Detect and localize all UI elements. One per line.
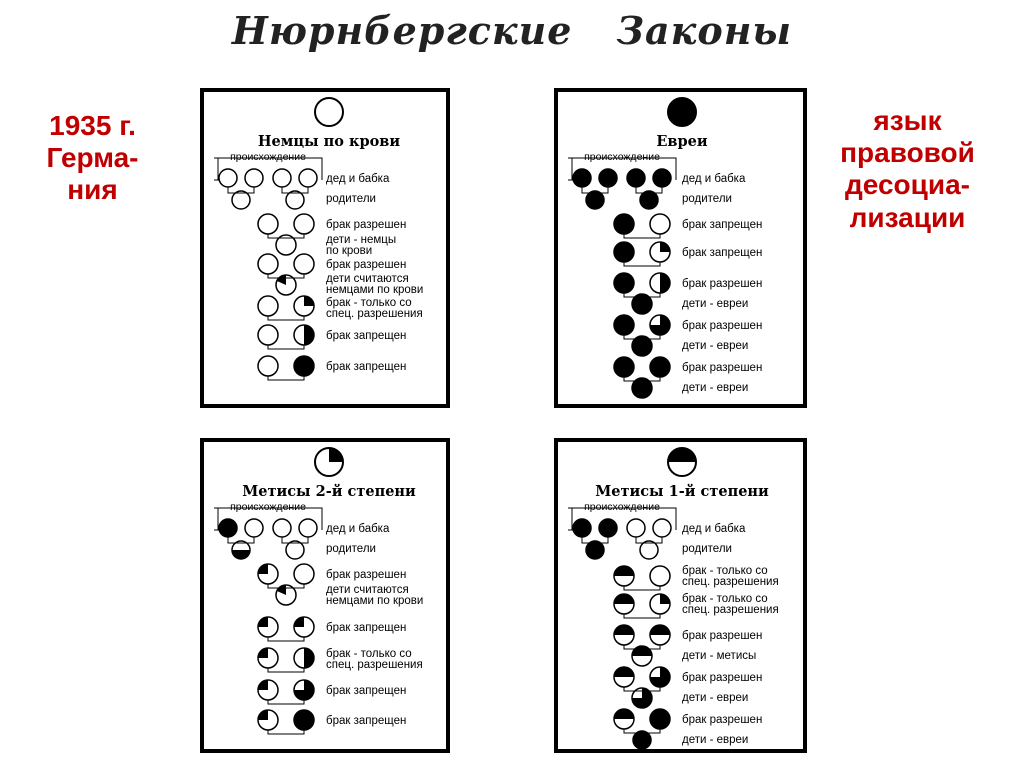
year-country-note xyxy=(20,110,165,207)
rule-text: брак запрещен xyxy=(326,622,407,634)
origin-label: происхождение xyxy=(584,151,660,163)
rule-text: брак разрешен xyxy=(682,714,763,726)
panel-title: Евреи xyxy=(656,133,708,150)
rule-text: брак разрешен xyxy=(326,569,407,581)
rule-text: дети считаются xyxy=(326,584,409,596)
grandparents-label: дед и бабка xyxy=(326,523,390,535)
note-line: ния xyxy=(67,174,118,206)
germans-diagram xyxy=(204,92,446,404)
rule-text: дети - евреи xyxy=(682,382,749,394)
panel-title: Метисы 2-й степени xyxy=(242,483,416,500)
grandparents-label: дед и бабка xyxy=(326,173,390,185)
panel-title: Немцы по крови xyxy=(257,133,401,150)
parents-label: родители xyxy=(682,543,732,555)
rule-text: дети - метисы xyxy=(682,650,757,662)
panel-mixed-first-degree xyxy=(554,438,807,753)
rule-text: немцами по крови xyxy=(326,284,424,296)
rule-text: брак - только со xyxy=(326,297,412,309)
panel-germans-by-blood xyxy=(200,88,450,408)
rule-text: брак запрещен xyxy=(682,247,763,259)
parents-label: родители xyxy=(326,193,376,205)
grandparents-label: дед и бабка xyxy=(682,173,746,185)
parents-label: родители xyxy=(326,543,376,555)
mixed-second-diagram xyxy=(204,442,446,749)
rule-text: брак разрешен xyxy=(326,259,407,271)
rule-text: брак разрешен xyxy=(682,672,763,684)
mixed-first-diagram xyxy=(558,442,803,749)
parents-label: родители xyxy=(682,193,732,205)
rule-text: брак запрещен xyxy=(326,361,407,373)
panel-title: Метисы 1-й степени xyxy=(595,483,769,500)
rule-text: брак разрешен xyxy=(326,219,407,231)
legal-language-note xyxy=(820,105,995,234)
rule-text: брак - только со xyxy=(326,648,412,660)
origin-label: происхождение xyxy=(230,501,306,513)
rule-text: брак - только со xyxy=(682,565,768,577)
note-line: Герма- xyxy=(46,142,139,174)
rule-text: спец. разрешения xyxy=(682,576,779,588)
rule-text: дети - немцы xyxy=(326,234,397,246)
rule-text: брак разрешен xyxy=(682,320,763,332)
rule-text: дети - евреи xyxy=(682,692,749,704)
rule-text: брак разрешен xyxy=(682,630,763,642)
note-line: язык xyxy=(873,105,942,136)
rule-text: брак запрещен xyxy=(326,715,407,727)
rule-text: брак разрешен xyxy=(682,278,763,290)
note-line: 1935 г. xyxy=(49,110,136,141)
rule-text: дети считаются xyxy=(326,273,409,285)
rule-text: дети - евреи xyxy=(682,734,749,746)
rule-text: по крови xyxy=(326,245,373,257)
slide-title: Нюрнбергские Законы xyxy=(231,8,793,53)
rule-text: брак - только со xyxy=(682,593,768,605)
note-line: правовой xyxy=(840,137,975,169)
origin-label: происхождение xyxy=(230,151,306,163)
rule-text: брак запрещен xyxy=(682,219,763,231)
jews-diagram xyxy=(558,92,803,404)
note-line: десоциа- xyxy=(845,169,970,201)
panel-jews xyxy=(554,88,807,408)
rule-text: спец. разрешения xyxy=(326,308,423,320)
rule-text: брак разрешен xyxy=(682,362,763,374)
origin-label: происхождение xyxy=(584,501,660,513)
grandparents-label: дед и бабка xyxy=(682,523,746,535)
rule-text: спец. разрешения xyxy=(682,604,779,616)
rule-text: брак запрещен xyxy=(326,685,407,697)
rule-text: немцами по крови xyxy=(326,595,424,607)
panel-mixed-second-degree xyxy=(200,438,450,753)
rule-text: спец. разрешения xyxy=(326,659,423,671)
rule-text: дети - евреи xyxy=(682,298,749,310)
rule-text: дети - евреи xyxy=(682,340,749,352)
note-line: лизации xyxy=(849,201,966,233)
rule-text: брак запрещен xyxy=(326,330,407,342)
